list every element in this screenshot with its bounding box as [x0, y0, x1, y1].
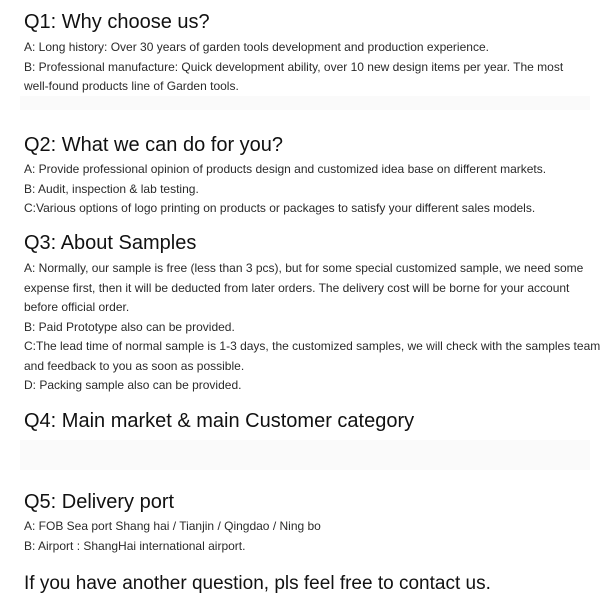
answer-line: C:The lead time of normal sample is 1-3 days, the customized samples, we will check with the samples team [24, 339, 600, 353]
answer-line: before official order. [24, 300, 130, 314]
answer-line: A: Provide professional opinion of products design and customized idea base on different markets. [24, 162, 547, 176]
q4-heading: Q4: Main market & main Customer category [24, 410, 415, 432]
answer-line: A: FOB Sea port Shang hai / Tianjin / Qingdao / Ning bo [24, 519, 321, 533]
closing-message: If you have another question, pls feel free to contact us. [24, 573, 491, 594]
answer-line: D: Packing sample also can be provided. [24, 378, 242, 392]
answer-line: well-found products line of Garden tools. [24, 79, 239, 93]
q3-answer [24, 259, 600, 396]
q5-answer [24, 517, 584, 556]
faded-band [20, 440, 590, 470]
q3-heading: Q3: About Samples [24, 232, 197, 254]
q1-heading: Q1: Why choose us? [24, 11, 210, 33]
answer-line: B: Airport : ShangHai international airport. [24, 538, 246, 553]
q1-answer [24, 38, 584, 97]
q2-heading: Q2: What we can do for you? [24, 134, 284, 156]
answer-line: expense first, then it will be deducted from later orders. The delivery cost will be borne for your account [24, 280, 570, 295]
faded-band [20, 96, 590, 110]
answer-line: B: Professional manufacture: Quick development ability, over 10 new design items per year. The most [24, 59, 564, 74]
answer-line: A: Normally, our sample is free (less than 3 pcs), but for some special customized sample, we need some [24, 261, 584, 275]
answer-line: A: Long history: Over 30 years of garden tools development and production experience. [24, 40, 489, 54]
q2-answer [24, 160, 584, 219]
answer-line: C:Various options of logo printing on products or packages to satisfy your different sales models. [24, 201, 536, 215]
answer-line: and feedback to you as soon as possible. [24, 358, 245, 373]
answer-line: B: Audit, inspection & lab testing. [24, 181, 199, 196]
q5-heading: Q5: Delivery port [24, 491, 175, 513]
answer-line: B: Paid Prototype also can be provided. [24, 319, 235, 334]
